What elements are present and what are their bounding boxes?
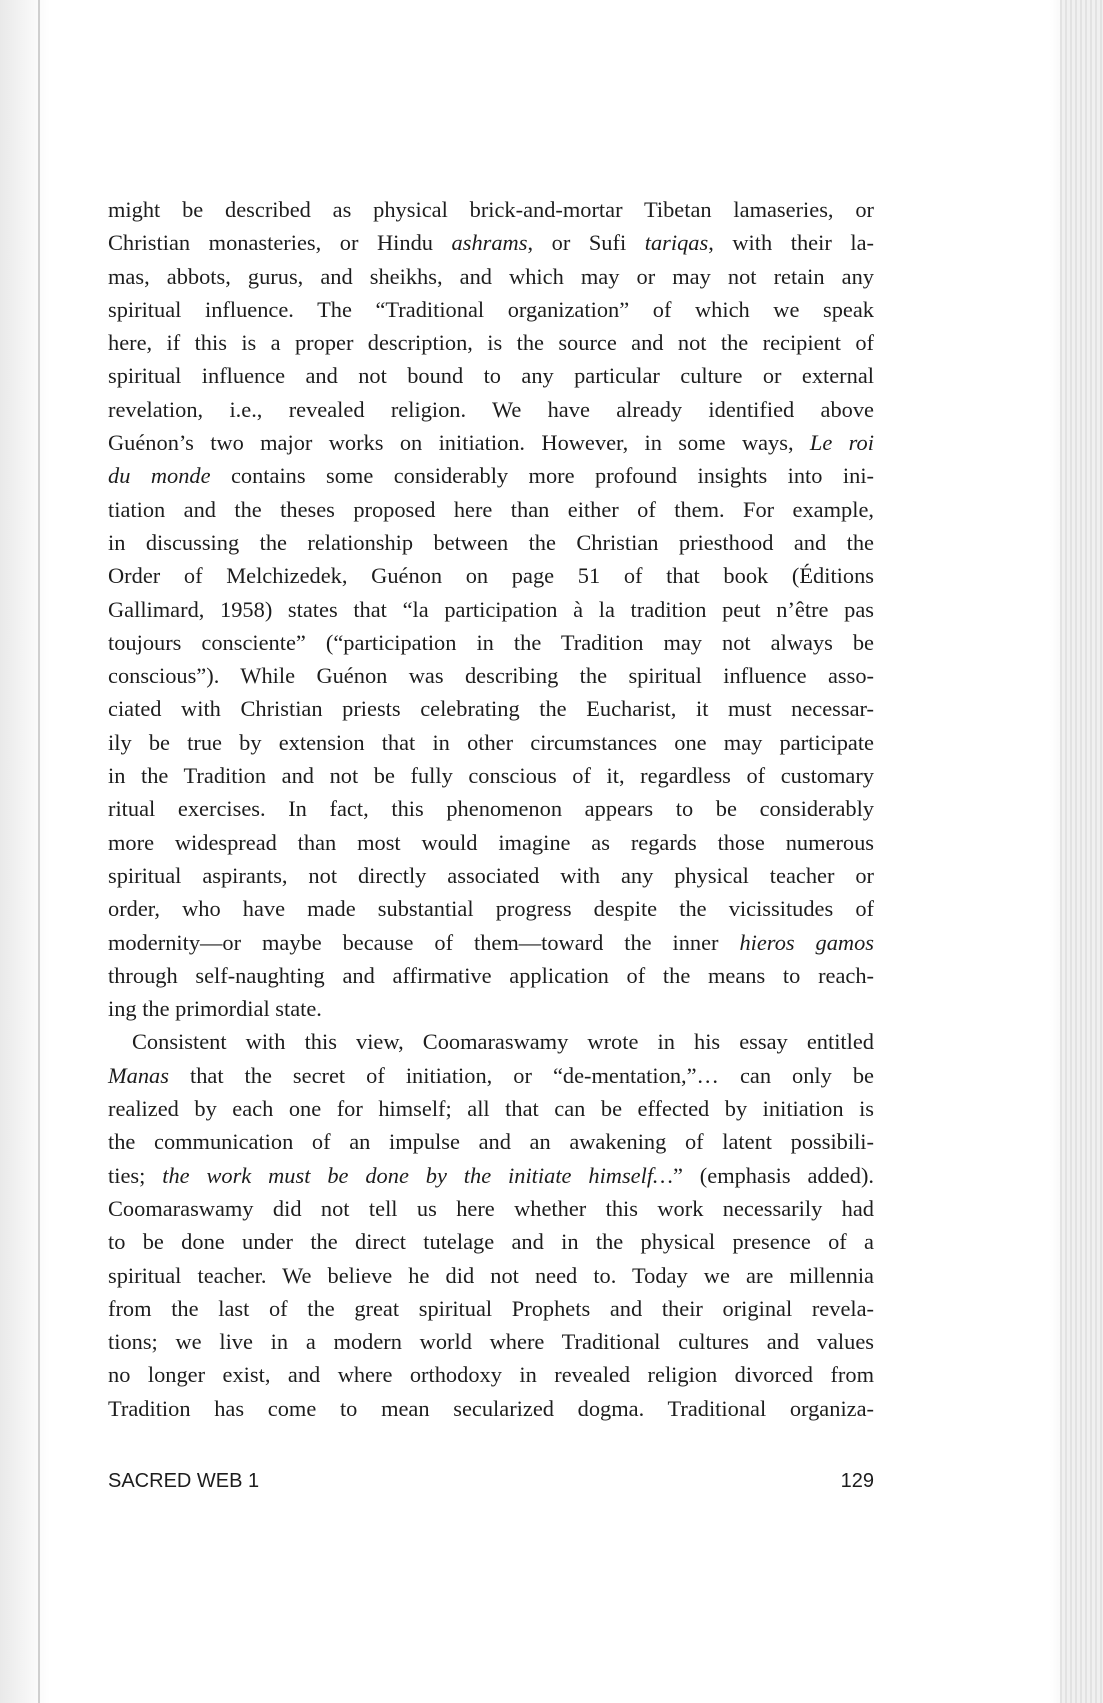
text-line-5: here, if this is a proper description, is the source and not the recipient of <box>108 330 874 356</box>
text-line-9: du monde contains some considerably more profound insights into ini- <box>108 463 874 489</box>
page-edge-right <box>1060 0 1103 1703</box>
body-text <box>108 193 874 1425</box>
text-line-1: might be described as physical brick-and-mortar Tibetan lamaseries, or <box>108 197 874 222</box>
text-line-28: realized by each one for himself; all that can be effected by initiation is <box>108 1096 874 1122</box>
text-line-24: through self-naughting and affirmative application of the means to reach- <box>108 962 874 988</box>
page-footer <box>108 1470 874 1500</box>
text-line-7: revelation, i.e., revealed religion. We have already identified above <box>108 396 874 422</box>
text-line-35: tions; we live in a modern world where Traditional cultures and values <box>108 1329 874 1355</box>
text-line-3: mas, abbots, gurus, and sheikhs, and which may or may not retain any <box>108 263 874 289</box>
text-line-14: toujours consciente” (“participation in the Tradition may not always be <box>108 629 874 655</box>
text-line-4: spiritual influence. The “Traditional organization” of which we speak <box>108 296 874 322</box>
text-line-18: in the Tradition and not be fully conscious of it, regardless of customary <box>108 763 874 789</box>
page-number: 129 <box>840 1470 874 1492</box>
text-line-16: ciated with Christian priests celebrating the Eucharist, it must necessar- <box>108 696 874 722</box>
text-line-15: conscious”). While Guénon was describing the spiritual influence asso- <box>108 663 874 689</box>
text-line-27: Manas that the secret of initiation, or “de-mentation,”… can only be <box>108 1062 874 1088</box>
text-line-31: Coomaraswamy did not tell us here whether this work necessarily had <box>108 1195 874 1221</box>
text-line-32: to be done under the direct tutelage and in the physical presence of a <box>108 1229 874 1255</box>
text-line-2: Christian monasteries, or Hindu ashrams, or Sufi tariqas, with their la- <box>108 230 874 256</box>
text-line-25: ing the primordial state. <box>108 996 322 1022</box>
text-line-22: order, who have made substantial progress despite the vicissitudes of <box>108 896 874 922</box>
text-line-29: the communication of an impulse and an awakening of latent possibili- <box>108 1129 874 1155</box>
text-line-13: Gallimard, 1958) states that “la participation à la tradition peut n’être pas <box>108 596 874 622</box>
text-line-11: in discussing the relationship between the Christian priesthood and the <box>108 529 874 555</box>
text-line-23: modernity—or maybe because of them—toward the inner hieros gamos <box>108 929 874 955</box>
journal-title: SACRED WEB 1 <box>108 1470 260 1492</box>
text-line-12: Order of Melchizedek, Guénon on page 51 of that book (Éditions <box>108 563 874 589</box>
text-line-8: Guénon’s two major works on initiation. However, in some ways, Le roi <box>108 430 874 456</box>
page-edge-left <box>38 0 40 1703</box>
text-line-21: spiritual aspirants, not directly associated with any physical teacher or <box>108 862 874 888</box>
text-line-19: ritual exercises. In fact, this phenomenon appears to be considerably <box>108 796 874 822</box>
text-line-26: Consistent with this view, Coomaraswamy wrote in his essay entitled <box>132 1029 874 1055</box>
text-line-17: ily be true by extension that in other circumstances one may participate <box>108 729 874 755</box>
text-line-33: spiritual teacher. We believe he did not need to. Today we are millennia <box>108 1262 874 1288</box>
text-line-10: tiation and the theses proposed here than either of them. For example, <box>108 496 874 522</box>
text-line-36: no longer exist, and where orthodoxy in revealed religion divorced from <box>108 1362 874 1388</box>
text-line-30: ties; the work must be done by the initiate himself…” (emphasis added). <box>108 1162 874 1188</box>
text-line-6: spiritual influence and not bound to any particular culture or external <box>108 363 874 389</box>
text-line-34: from the last of the great spiritual Prophets and their original revela- <box>108 1295 874 1321</box>
text-line-37: Tradition has come to mean secularized dogma. Traditional organiza- <box>108 1395 874 1421</box>
text-line-20: more widespread than most would imagine as regards those numerous <box>108 829 874 855</box>
